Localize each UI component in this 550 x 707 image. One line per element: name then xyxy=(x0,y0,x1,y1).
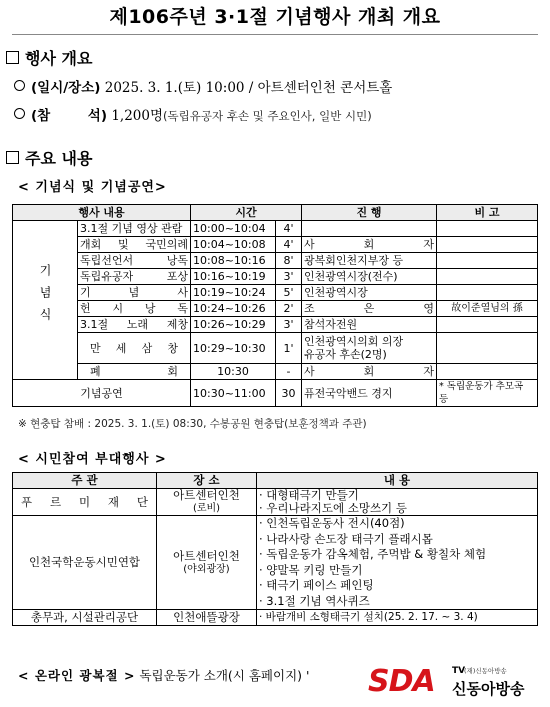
section-overview: 행사 개요 xyxy=(6,46,92,69)
table-row: 헌 시 낭 독 10:24~10:26 2' 조 은 영 故이준열님의 孫 xyxy=(13,301,538,317)
overview-when: (일시/장소) 2025. 3. 1.(토) 10:00 / 아트센터인천 콘서트홀 xyxy=(14,76,392,96)
table-row: 기 념 사 10:19~10:24 5' 인천광역시장 xyxy=(13,285,538,301)
table-row: 독립선언서 낭독 10:08~10:16 8' 광복회인천지부장 등 xyxy=(13,253,538,269)
table-row: 3.1절 노래 제창 10:26~10:29 3' 참석자전원 xyxy=(13,317,538,333)
overview-who: (참 석) 1,200명(독립유공자 후손 및 주요인사, 일반 시민) xyxy=(14,104,372,124)
circle-bullet-icon xyxy=(14,80,25,91)
table-row: 기념식 3.1절 기념 영상 관람 10:00~10:04 4' xyxy=(13,221,538,237)
tower-visit-note: ※ 현충탑 참배 : 2025. 3. 1.(토) 08:30, 수봉공원 현충탑(보훈정책과 주관) xyxy=(18,418,367,430)
square-bullet-icon xyxy=(6,51,19,64)
circle-bullet-icon xyxy=(14,108,25,119)
square-bullet-icon xyxy=(6,151,19,164)
ceremony-heading: < 기념식 및 기념공연> xyxy=(18,180,167,195)
broadcaster-logo: SDA TV (재)신동아방송 신동아방송 xyxy=(368,664,525,699)
table-row: 개회 및 국민의례 10:04~10:08 4' 사 회 자 xyxy=(13,237,538,253)
table-row: 만 세 삼 창 10:29~10:30 1' 인천광역시의회 의장 유공자 후손(2명) xyxy=(13,333,538,364)
table-row: 폐 회 10:30 - 사 회 자 xyxy=(13,364,538,380)
section-main: 주요 내용 xyxy=(6,146,92,169)
page-title: 제106주년 3·1절 기념행사 개최 개요 xyxy=(109,6,441,28)
side-events-heading: < 시민참여 부대행사 > xyxy=(18,452,167,467)
table-row: 푸 르 미 재 단 아트센터인천 (로비) · 대형태극기 만들기 · 우리나라지도에 소망쓰기 등 xyxy=(13,489,538,516)
title-divider xyxy=(12,34,538,35)
table-row: 인천국학운동시민연합 아트센터인천 (야외광장) · 인천독립운동사 전시(40점) · 나라사랑 손도장 태극기 플래시몹 · 독립운동가 감옥체험, 주먹밥 & 황칠차 체험 · 양말목 키링 만들기 · 태극기 페이스 페인팅 · 3.1절 기념 역사퀴즈 xyxy=(13,516,538,610)
table-row: 총무과, 시설관리공단 인천애뜰광장 · 바람개비 소형태극기 설치(25. 2. 17. ~ 3. 4) xyxy=(13,610,538,626)
sda-logo-mark: SDA xyxy=(368,664,435,699)
group-label: 기념식 xyxy=(13,221,78,380)
table-row-performance: 기념공연 10:30~11:00 30 퓨전국악밴드 경지 * 독립운동가 추모곡 등 xyxy=(13,380,538,407)
table-row: 독립유공자 포상 10:16~10:19 3' 인천광역시장(전수) xyxy=(13,269,538,285)
online-line: < 온라인 광복절 > 독립운동가 소개(시 홈페이지) ' xyxy=(18,668,310,683)
table-header-row: 주 관 장 소 내 용 xyxy=(13,473,538,489)
ceremony-table xyxy=(12,204,538,407)
table-header-row: 행사 내용 시간 진 행 비 고 xyxy=(13,205,538,221)
side-events-table xyxy=(12,472,538,626)
